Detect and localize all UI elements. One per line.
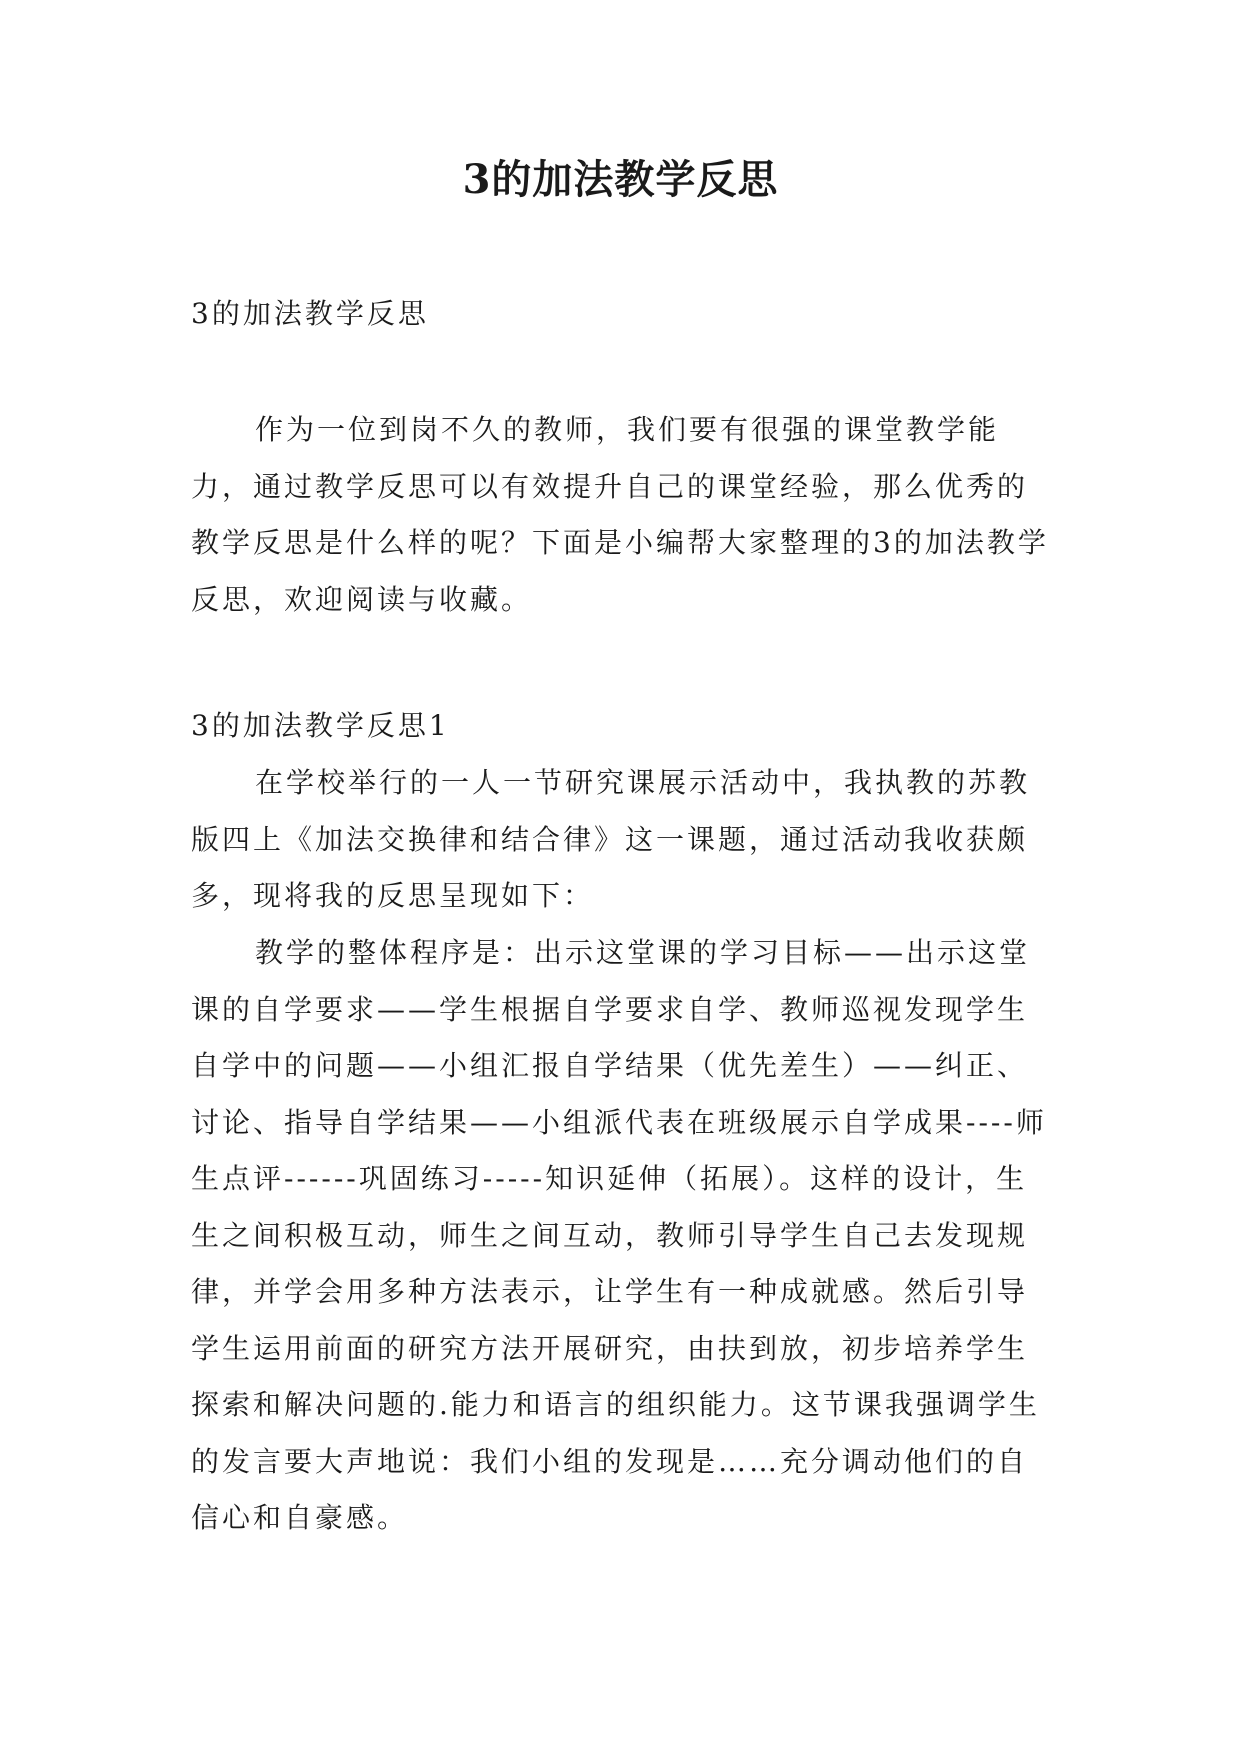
intro-paragraph: 作为一位到岗不久的教师，我们要有很强的课堂教学能力，通过教学反思可以有效提升自己的课堂经验，那么优秀的教学反思是什么样的呢？下面是小编帮大家整理的3的加法教学反思，欢迎阅读与收藏。 (191, 413, 1049, 616)
body-paragraph: 在学校举行的一人一节研究课展示活动中，我执教的苏教版四上《加法交换律和结合律》这一课题，通过活动我收获颇多，现将我的反思呈现如下： (191, 766, 1031, 912)
document-subtitle: 3的加法教学反思 (191, 297, 429, 330)
section-heading: 3的加法教学反思1 (191, 709, 450, 742)
page-title: 3的加法教学反思 (462, 156, 779, 203)
body-paragraph: 教学的整体程序是：出示这堂课的学习目标——出示这堂课的自学要求——学生根据自学要求自学、教师巡视发现学生自学中的问题——小组汇报自学结果（优先差生）——纠正、讨论、指导自学结果——小组派代表在班级展示自学成果----师生点评------巩固练习-----知识延伸（拓展）。这样的设计，生生之间积极互动，师生之间互动，教师引导学生自己去发现规律，并学会用多种方法表示，让学生有一种成就感。然后引导学生运用前面的研究方法开展研究，由扶到放，初步培养学生探索和解决问题的.能力和语言的组织能力。这节课我强调学生的发言要大声地说：我们小组的发现是……充分调动他们的自信心和自豪感。 (191, 936, 1047, 1534)
